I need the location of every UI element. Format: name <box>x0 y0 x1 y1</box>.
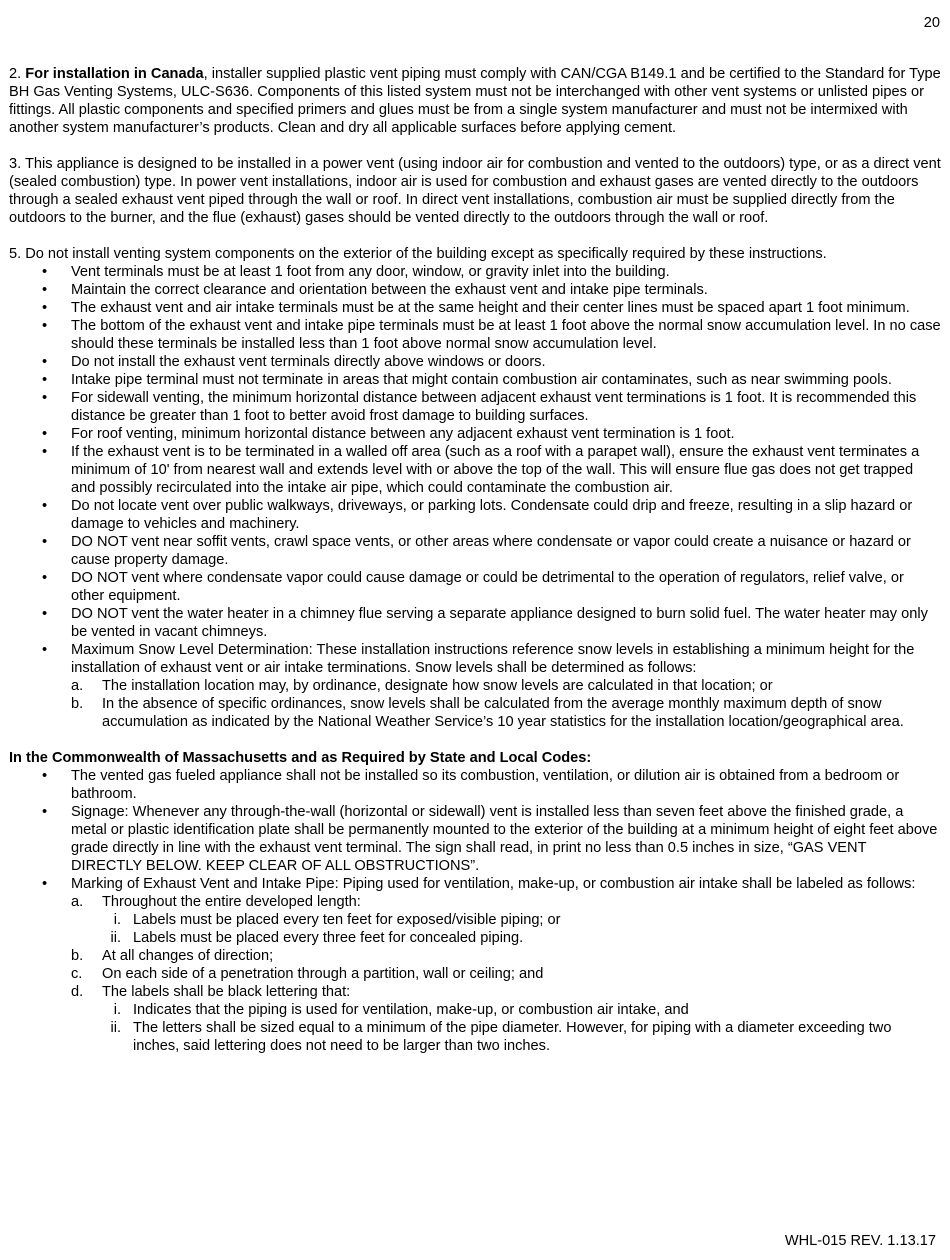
sublist-marker: d. <box>71 984 84 1000</box>
marking-sublist <box>71 893 941 1055</box>
sublist-item <box>71 983 941 1055</box>
document-body <box>9 65 941 1073</box>
paragraph-number: 2. <box>9 66 22 82</box>
list-item: • Do not locate vent over public walkways, driveways, or parking lots. Condensate could drip and freeze, resulting in a slip hazard or damage to vehicles and machinery. <box>9 497 941 533</box>
roman-marker: ii. <box>110 930 121 946</box>
sublist-item <box>71 965 941 983</box>
roman-item <box>71 1019 941 1055</box>
roman-sublist <box>71 1001 941 1055</box>
sublist-marker: c. <box>71 966 83 982</box>
sublist-item <box>71 893 941 947</box>
sublist-item <box>71 947 941 965</box>
document-revision-footer: WHL-015 REV. 1.13.17 <box>784 1233 936 1249</box>
sublist-item <box>71 677 941 695</box>
roman-item <box>71 1001 941 1019</box>
list-item: • For sidewall venting, the minimum horizontal distance between adjacent exhaust vent terminations is 1 foot. It is recommended this distance be greater than 1 foot to better avoid frost damage to building surfaces. <box>9 389 941 425</box>
list-item: • Maintain the correct clearance and orientation between the exhaust vent and intake pipe terminals. <box>9 281 941 299</box>
sublist-marker: a. <box>71 894 84 910</box>
list-item: • Do not install the exhaust vent terminals directly above windows or doors. <box>9 353 941 371</box>
list-item: • DO NOT vent where condensate vapor could cause damage or could be detrimental to the operation of regulators, relief valve, or other equipment. <box>9 569 941 605</box>
list-item: • Signage: Whenever any through-the-wall (horizontal or sidewall) vent is installed less than seven feet above the finished grade, a metal or plastic identification plate shall be permanently mounted to the exterior of the building at a minimum height of eight feet above grade directly in line with the exhaust vent terminal. The sign shall read, in print no less than 0.5 inches in size, “GAS VENT DIRECTLY BELOW. KEEP CLEAR OF ALL OBSTRUCTIONS”. <box>9 803 941 875</box>
list-item-text: Maximum Snow Level Determination: These installation instructions reference snow levels in establishing a minimum height for the installation of exhaust vent or air intake terminations. Snow levels shall be determined as follows: <box>71 642 915 676</box>
roman-text: Indicates that the piping is used for ventilation, make-up, or combustion air intake, and <box>133 1002 689 1018</box>
paragraph-canada <box>9 65 941 137</box>
exterior-requirements-list <box>9 263 941 731</box>
roman-sublist <box>71 911 941 947</box>
paragraph-exterior-intro: 5. Do not install venting system components on the exterior of the building except as specifically required by these instructions. <box>9 246 827 262</box>
sublist-text: The installation location may, by ordinance, designate how snow levels are calculated in that location; or <box>102 678 773 694</box>
list-item-text: Marking of Exhaust Vent and Intake Pipe: Piping used for ventilation, make-up, or combustion air intake shall be labeled as follows: <box>71 876 916 892</box>
page-number: 20 <box>923 15 940 31</box>
roman-marker: i. <box>113 1002 121 1018</box>
massachusetts-requirements-list <box>9 767 941 1055</box>
paragraph-lead: For installation in Canada <box>25 66 204 82</box>
snow-level-sublist <box>71 677 941 731</box>
roman-item <box>71 929 941 947</box>
list-item: • If the exhaust vent is to be terminated in a walled off area (such as a roof with a parapet wall), ensure the exhaust vent terminates a minimum of 10' from nearest wall and extends level with or above the top of the wall. This will ensure flue gas does not get trapped and possibly recirculated into the intake air pipe, which could contaminate the combustion air. <box>9 443 941 497</box>
sublist-text: In the absence of specific ordinances, snow levels shall be calculated from the average monthly maximum depth of snow accumulation as indicated by the National Weather Service’s 10 year statistics for the installation location/geographical area. <box>102 696 904 730</box>
sublist-text: On each side of a penetration through a partition, wall or ceiling; and <box>102 966 544 982</box>
paragraph-vent-types: 3. This appliance is designed to be installed in a power vent (using indoor air for combustion and vented to the outdoors) type, or as a direct vent (sealed combustion) type. In power vent installations, indoor air is used for combustion and exhaust gases are vented directly to the outdoors through a sealed exhaust vent piped through the wall or roof. In direct vent installations, combustion air must be supplied directly from the outdoors to the burner, and the flue (exhaust) gases should be vented directly to the outdoors through the wall or roof. <box>9 156 941 226</box>
roman-marker: ii. <box>110 1020 121 1036</box>
sublist-marker: b. <box>71 696 84 712</box>
sublist-marker: b. <box>71 948 84 964</box>
massachusetts-heading: In the Commonwealth of Massachusetts and as Required by State and Local Codes: <box>9 750 592 766</box>
list-item: • DO NOT vent the water heater in a chimney flue serving a separate appliance designed to burn solid fuel. The water heater may only be vented in vacant chimneys. <box>9 605 941 641</box>
list-item-marking <box>9 875 941 1055</box>
list-item: • The exhaust vent and air intake terminals must be at the same height and their center lines must be spaced apart 1 foot minimum. <box>9 299 941 317</box>
roman-marker: i. <box>113 912 121 928</box>
roman-text: Labels must be placed every ten feet for exposed/visible piping; or <box>133 912 561 928</box>
list-item: • Vent terminals must be at least 1 foot from any door, window, or gravity inlet into the building. <box>9 263 941 281</box>
sublist-marker: a. <box>71 678 84 694</box>
list-item: • The bottom of the exhaust vent and intake pipe terminals must be at least 1 foot above the normal snow accumulation level. In no case should these terminals be installed less than 1 foot above normal snow accumulation level. <box>9 317 941 353</box>
list-item: • For roof venting, minimum horizontal distance between any adjacent exhaust vent termination is 1 foot. <box>9 425 941 443</box>
sublist-text: At all changes of direction; <box>102 948 274 964</box>
roman-text: Labels must be placed every three feet for concealed piping. <box>133 930 524 946</box>
list-item: • Intake pipe terminal must not terminate in areas that might contain combustion air contaminates, such as near swimming pools. <box>9 371 941 389</box>
sublist-text: The labels shall be black lettering that: <box>102 984 351 1000</box>
list-item: • DO NOT vent near soffit vents, crawl space vents, or other areas where condensate or vapor could create a nuisance or hazard or cause property damage. <box>9 533 941 569</box>
sublist-text: Throughout the entire developed length: <box>102 894 361 910</box>
sublist-item <box>71 695 941 731</box>
paragraph-text: , installer supplied plastic vent piping must comply with CAN/CGA B149.1 and be certified to the Standard for Type BH Gas Venting Systems, ULC-S636. Components of this listed system must not be interchanged with other vent systems or unlisted pipes or fittings. All plastic components and specified primers and glues must be from a single system manufacturer and must not be intermixed with another system manufacturer’s products. Clean and dry all applicable surfaces before applying cement. <box>9 66 941 136</box>
roman-item <box>71 911 941 929</box>
list-item: • The vented gas fueled appliance shall not be installed so its combustion, ventilation, or dilution air is obtained from a bedroom or bathroom. <box>9 767 941 803</box>
roman-text: The letters shall be sized equal to a minimum of the pipe diameter. However, for piping with a diameter exceeding two inches, said lettering does not need to be larger than two inches. <box>133 1020 892 1054</box>
list-item-snow-level <box>9 641 941 731</box>
